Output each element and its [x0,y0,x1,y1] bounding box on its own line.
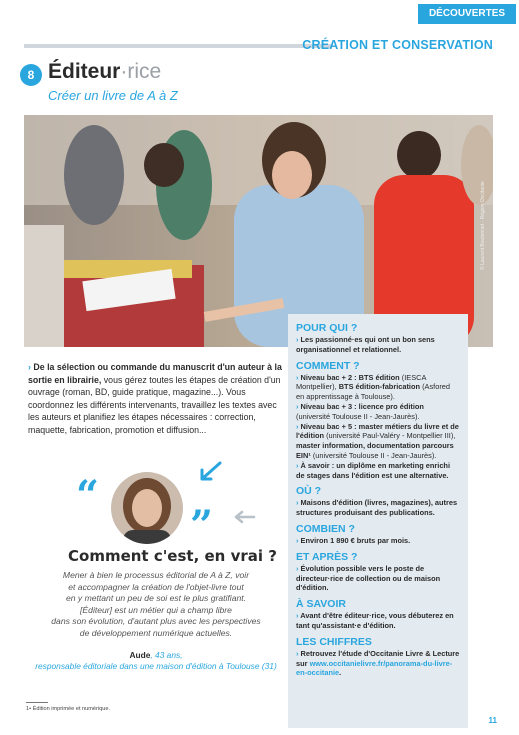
panorama-link[interactable]: www.occitanielivre.fr/panorama-du-livre-en-occitanie [296,658,453,678]
page-number: 11 [488,716,497,725]
lead-paragraph: › De la sélection ou commande du manuscrit d'un auteur à la sortie en librairie, vous gérez toutes les étapes de création d'un ouvrage (roman, BD, guide pratique, magazine...). Vous coordonnez les différents intervenants, travaillez les textes avec les auteurs et planifiez les étapes nécessaires : correction, maquette, fabrication, promotion et diffusion... [28,362,282,435]
arrow-down-left-icon [196,460,224,484]
comment-heading: COMMENT ? [296,359,360,372]
ou-text: › Maisons d'édition (livres, magazines), autres structures produisant des publications. [296,498,458,518]
chiffres-text: › Retrouvez l'étude d'Occitanie Livre & Lecture sur www.occitanielivre.fr/panorama-du-livre-en-occitanie. [296,648,460,678]
info-sidebar [288,314,468,728]
avatar [111,472,183,544]
arrow-left-icon [232,510,256,524]
photo-credit: © Laurent Boutonnet - Région Occitanie [480,181,486,270]
savoir-heading: À SAVOIR [296,598,346,611]
open-quote-icon: “ [76,472,100,519]
hero-photo [24,115,493,347]
testimony-heading: Comment c'est, en vrai ? [68,547,277,565]
footnote: 1• Édition imprimée et numérique. [26,706,111,712]
apres-text: › Évolution possible vers le poste de directeur·rice de collection ou de maison d'édition. [296,563,441,593]
apres-heading: ET APRÈS ? [296,550,358,563]
combien-text: › Environ 1 890 € bruts par mois. [296,535,411,545]
page-subtitle: Créer un livre de A à Z [48,88,178,103]
pour-qui-heading: POUR QUI ? [296,322,358,334]
header-rule [24,44,332,48]
section-title: CRÉATION ET CONSERVATION [302,38,493,52]
section-tab: DÉCOUVERTES [418,4,516,24]
page-title: Éditeur·rice [48,60,162,83]
footnote-rule [26,702,48,703]
pour-qui-text: › Les passionné·es qui ont un bon sens organisationnel et relationnel. [296,335,435,354]
savoir-text: › Avant d'être éditeur·rice, vous débuterez en tant qu'assistant·e d'édition. [296,611,454,630]
testimony-author: Aude, 43 ans, responsable éditoriale dans une maison d'édition à Toulouse (31) [35,650,277,671]
comment-text: › Niveau bac + 2 : BTS édition (IESCA Montpellier), BTS édition-fabrication (Asfored en apprentissage à Toulouse). › Niveau bac + 3 : licence pro édition (université Toulouse II - Jean-Jaurès). › Niveau bac + 5 : master métiers du livre et de l'édition (université Paul-Valéry - Montpellier III), master information, documentation parcours EIN¹ (université Toulouse II - Jean-Jaurès). › À savoir : un diplôme en marketing enrichi de stages dans l'édition est une alternative. [296,372,459,480]
close-quote-icon: ” [190,502,214,549]
ou-heading: OÙ ? [296,485,322,498]
combien-heading: COMBIEN ? [296,522,355,535]
job-number-badge: 8 [20,64,42,86]
testimony-text: Mener à bien le processus éditorial de A à Z, voir et accompagner la création de l'objet-livre tout en y mettant un peu de soi est le plus gratifiant. [Éditeur] est un métier qui a champ libre dans son évolution, d'autant plus avec les perspectives de développement numérique actuelles. [51,570,261,638]
chiffres-heading: LES CHIFFRES [296,635,372,648]
bullet-arrow-icon: › [28,362,31,372]
